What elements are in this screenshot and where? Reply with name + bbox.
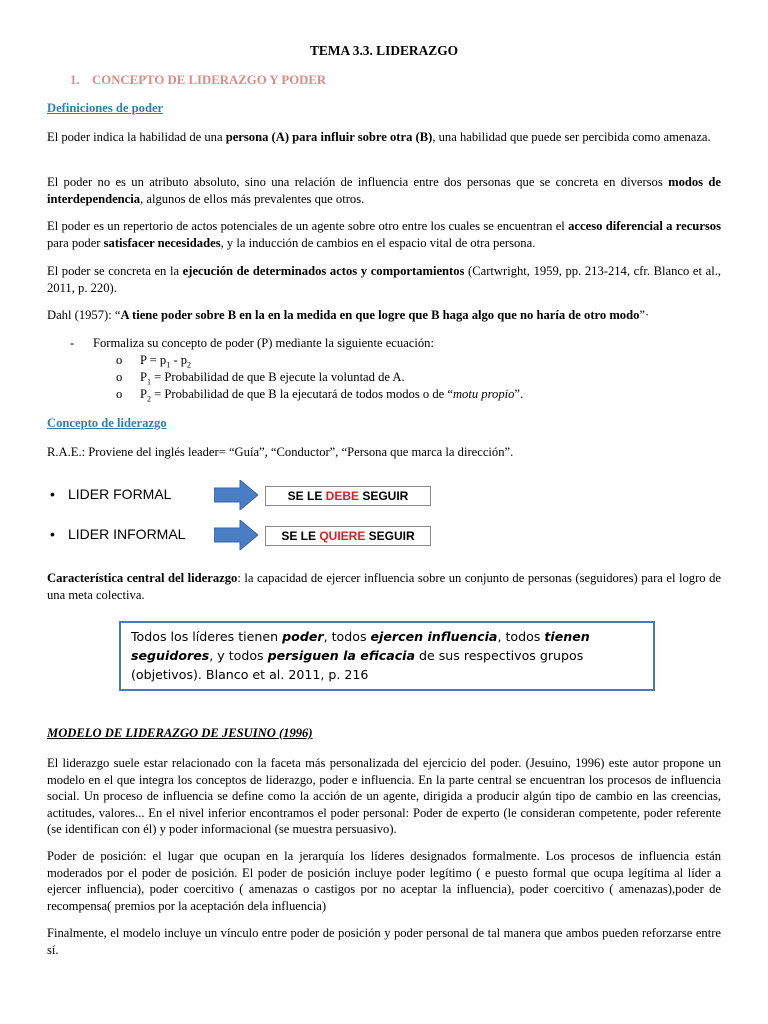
section-label: CONCEPTO DE LIDERAZGO Y PODER xyxy=(92,73,327,87)
list-item: o $P = p_1 - p_2$ xyxy=(116,353,192,370)
right-arrow-icon xyxy=(214,480,258,510)
leader-formal-row xyxy=(50,480,450,510)
bullet-marker: • xyxy=(50,486,55,502)
model-paragraph-2: Poder de posición: el lugar que ocupan en la jerarquía los líderes designados formalmente. Los procesos de influencia están moderados por el poder de posición. El poder de posición incluye poder legítimo ( e puesto formal que ocupa legítima al líder a ejercer influencia), poder coercitivo ( amenazas o castigos por no aceptar la influencia), poder coercitivo ( amenazas),poder de recompensa( premios por la aceptación dela influencia) xyxy=(47,849,721,913)
list-item: o $P_2$ = Probabilidad de que B la ejecutará de todos modos o de “motu propio”. xyxy=(116,387,524,404)
list-item: o $P_1$ = Probabilidad de que B ejecute la voluntad de A. xyxy=(116,370,405,387)
dash-marker: - xyxy=(70,336,75,350)
right-arrow-icon xyxy=(214,520,258,550)
must-follow-box: SE LE DEBE SEGUIR xyxy=(265,486,431,506)
paragraph-power-4: El poder se concreta en la ejecución de determinados actos y comportamientos (Cartwright, 1959, pp. 213-214, cfr. Blanco et al., 2011, p. 220). xyxy=(47,264,722,295)
definitions-heading: Definiciones de poder xyxy=(47,101,164,115)
list-item: - Formaliza su concepto de poder (P) mediante la siguiente ecuación: xyxy=(70,336,434,350)
quote-box: Todos los líderes tienen poder, todos ejercen influencia, todos tienen seguidores, y todos persiguen la eficacia de sus respectivos grupos (objetivos). Blanco et al. 2011, p. 216 xyxy=(119,621,655,691)
bullet-marker: • xyxy=(50,526,55,542)
leadership-concept-heading: Concepto de liderazgo xyxy=(47,416,167,430)
leader-formal-label: LIDER FORMAL xyxy=(68,486,172,502)
want-follow-box: SE LE QUIERE SEGUIR xyxy=(265,526,431,546)
paragraph-power-1: El poder indica la habilidad de una persona (A) para influir sobre otra (B), una habilidad que puede ser percibida como amenaza. xyxy=(47,130,711,144)
page-title: TEMA 3.3. LIDERAZGO xyxy=(309,43,459,58)
paragraph-power-2: El poder no es un atributo absoluto, sino una relación de influencia entre dos personas que se concreta en diversos modos de interdependencia, algunos de ellos más prevalentes que otros. xyxy=(47,175,721,206)
rae-definition: R.A.E.: Proviene del inglés leader= “Guía”, “Conductor”, “Persona que marca la dirección”. xyxy=(47,445,514,459)
bullet-marker: o xyxy=(116,370,123,384)
paragraph-power-3: El poder es un repertorio de actos potenciales de un agente sobre otro entre los cuales se encuentran el acceso diferencial a recursos para poder satisfacer necesidades, y la inducción de cambios en el espacio vital de otra persona. xyxy=(47,219,722,250)
section-heading xyxy=(70,73,326,88)
model-heading: MODELO DE LIDERAZGO DE JESUINO (1996) xyxy=(47,726,313,740)
bullet-marker: o xyxy=(116,387,123,401)
model-paragraph-3: Finalmente, el modelo incluye un vínculo entre poder de posición y poder personal de tal manera que ambos pueden reforzarse entre sí. xyxy=(47,926,721,957)
central-characteristic: Característica central del liderazgo: la capacidad de ejercer influencia sobre un conjunto de personas (seguidores) para el logro de una meta colectiva. xyxy=(47,571,722,602)
paragraph-dahl: Dahl (1957): “A tiene poder sobre B en la en la medida en que logre que B haga algo que no haría de otro modo”· xyxy=(47,308,650,322)
leader-informal-row xyxy=(50,520,450,550)
bullet-marker: o xyxy=(116,353,123,367)
section-number: 1. xyxy=(70,73,80,87)
model-paragraph-1: El liderazgo suele estar relacionado con la faceta más personalizada del ejercicio del poder. (Jesuino, 1996) este autor propone un modelo en el que integra los conceptos de liderazgo, poder e influencia. En la parte central se encuentran los procesos de influencia social. Un proceso de influencia se define como la acción de un agente, dirigida a producir algún tipo de cambio en las creencias, actitudes, valores... En el nivel inferior encontramos el poder personal: Poder de experto (le consideran competente, poder referente (se identifican con él) y poder informacional (se muestra persuasivo). xyxy=(47,756,721,836)
leader-informal-label: LIDER INFORMAL xyxy=(68,526,186,542)
